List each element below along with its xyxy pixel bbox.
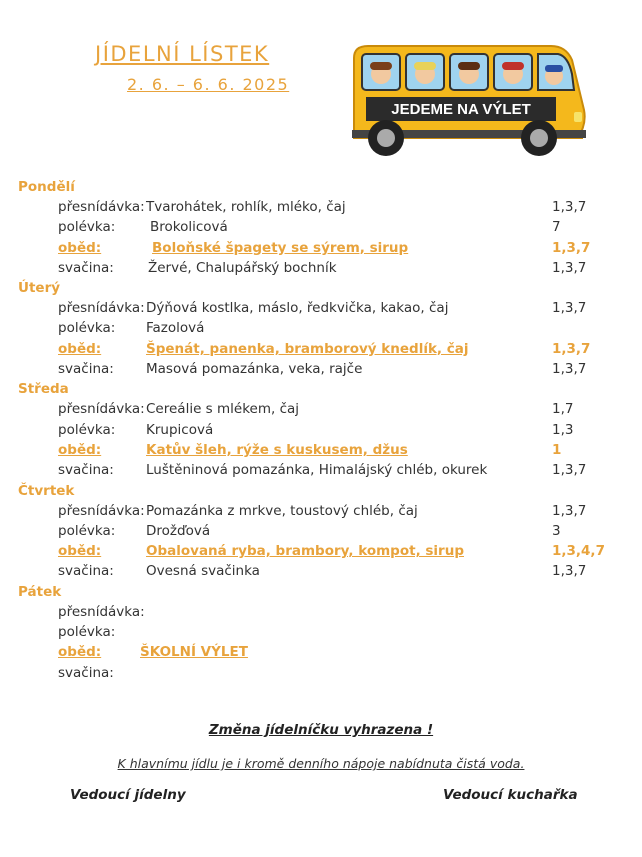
- lunch-row: [18, 440, 618, 460]
- allergens: 1,3,7: [552, 259, 587, 276]
- meal-label: přesnídávka:: [58, 401, 145, 418]
- menu-list: [18, 177, 618, 683]
- dish-name: Pomazánka z mrkve, toustový chléb, čaj: [146, 502, 418, 519]
- meal-label: oběd:: [58, 239, 102, 256]
- dish-name: Cereálie s mlékem, čaj: [146, 401, 300, 418]
- dish-name: Drožďová: [146, 522, 211, 539]
- dish-name: Dýňová kostlka, máslo, ředkvička, kakao, čaj: [146, 300, 449, 317]
- water-info: K hlavnímu jídlu je i kromě denního nápoje nabídnuta čistá voda.: [117, 756, 525, 771]
- menu-row: [18, 561, 618, 581]
- allergens: 1,3,7: [552, 462, 587, 479]
- menu-row: [18, 359, 618, 379]
- menu-row: [18, 663, 618, 683]
- meal-label: přesnídávka:: [58, 300, 145, 317]
- lunch-row: [18, 541, 618, 561]
- day-heading: Středa: [18, 381, 69, 398]
- allergens: 1,3,4,7: [552, 543, 605, 560]
- dish-name: ŠKOLNÍ VÝLET: [140, 644, 248, 661]
- dish-name: Žervé, Chalupářský bochník: [148, 259, 337, 276]
- menu-title: JÍDELNÍ LÍSTEK: [95, 42, 270, 66]
- allergens: 1,3,7: [552, 300, 587, 317]
- allergens: 1,3,7: [552, 361, 587, 378]
- menu-row: [18, 318, 618, 338]
- signature-head-cook: Vedoucí kuchařka: [443, 787, 578, 803]
- menu-row: [18, 258, 618, 278]
- allergens: 1,3,7: [552, 340, 591, 357]
- meal-label: oběd:: [58, 441, 102, 458]
- menu-row: [18, 521, 618, 541]
- dish-name: Katův šleh, rýže s kuskusem, džus: [146, 441, 408, 458]
- meal-label: polévka:: [58, 522, 116, 539]
- allergens: 3: [552, 522, 561, 539]
- day-heading: Úterý: [18, 280, 61, 297]
- meal-label: svačina:: [58, 361, 114, 378]
- lunch-row: [18, 238, 618, 258]
- meal-label: oběd:: [58, 644, 102, 661]
- day-heading: Pátek: [18, 583, 62, 600]
- school-bus-image: [346, 40, 591, 162]
- allergens: 1,3,7: [552, 563, 587, 580]
- allergens: 1,3,7: [552, 199, 587, 215]
- allergens: 1,3: [552, 421, 574, 438]
- allergens: 7: [552, 219, 561, 236]
- day-heading: Čtvrtek: [18, 482, 75, 499]
- menu-row: [18, 420, 618, 440]
- menu-row: [18, 460, 618, 480]
- meal-label: polévka:: [58, 421, 116, 438]
- dish-name: Obalovaná ryba, brambory, kompot, sirup: [146, 543, 464, 560]
- meal-label: přesnídávka:: [58, 502, 145, 519]
- dish-name: Tvarohátek, rohlík, mléko, čaj: [146, 199, 346, 215]
- allergens: 1,3,7: [552, 239, 591, 256]
- menu-row: [18, 298, 618, 318]
- meal-label: svačina:: [58, 259, 114, 276]
- meal-label: přesnídávka:: [58, 603, 145, 620]
- signature-canteen-manager: Vedoucí jídelny: [70, 787, 186, 803]
- allergens: 1: [552, 441, 562, 458]
- dish-name: Špenát, panenka, bramborový knedlík, čaj: [146, 340, 469, 357]
- meal-label: polévka:: [58, 624, 116, 641]
- dish-name: Brokolicová: [150, 219, 228, 236]
- dish-name: Ovesná svačinka: [146, 563, 260, 580]
- dish-name: Fazolová: [146, 320, 205, 337]
- dish-name: Boloňské špagety se sýrem, sirup: [152, 239, 409, 256]
- lunch-row: [18, 642, 618, 662]
- dish-name: Luštěninová pomazánka, Himalájský chléb, okurek: [146, 462, 488, 479]
- meal-label: oběd:: [58, 543, 102, 560]
- menu-row: [18, 197, 618, 217]
- menu-row: [18, 602, 618, 622]
- meal-label: svačina:: [58, 462, 114, 479]
- meal-label: polévka:: [58, 219, 116, 236]
- meal-label: svačina:: [58, 664, 114, 681]
- lunch-row: [18, 339, 618, 359]
- meal-label: přesnídávka:: [58, 199, 145, 215]
- dish-name: Masová pomazánka, veka, rajče: [146, 361, 363, 378]
- menu-row: [18, 399, 618, 419]
- menu-row: [18, 622, 618, 642]
- change-notice: Změna jídelníčku vyhrazena !: [208, 722, 434, 738]
- dish-name: Krupicová: [146, 421, 214, 438]
- meal-label: svačina:: [58, 563, 114, 580]
- menu-row: [18, 501, 618, 521]
- day-heading: Pondělí: [18, 179, 75, 195]
- allergens: 1,7: [552, 401, 574, 418]
- meal-label: oběd:: [58, 340, 102, 357]
- menu-dates: 2. 6. – 6. 6. 2025: [127, 75, 290, 94]
- allergens: 1,3,7: [552, 502, 587, 519]
- meal-label: polévka:: [58, 320, 116, 337]
- menu-row: [18, 217, 618, 237]
- bus-banner-text: JEDEME NA VÝLET: [391, 101, 531, 118]
